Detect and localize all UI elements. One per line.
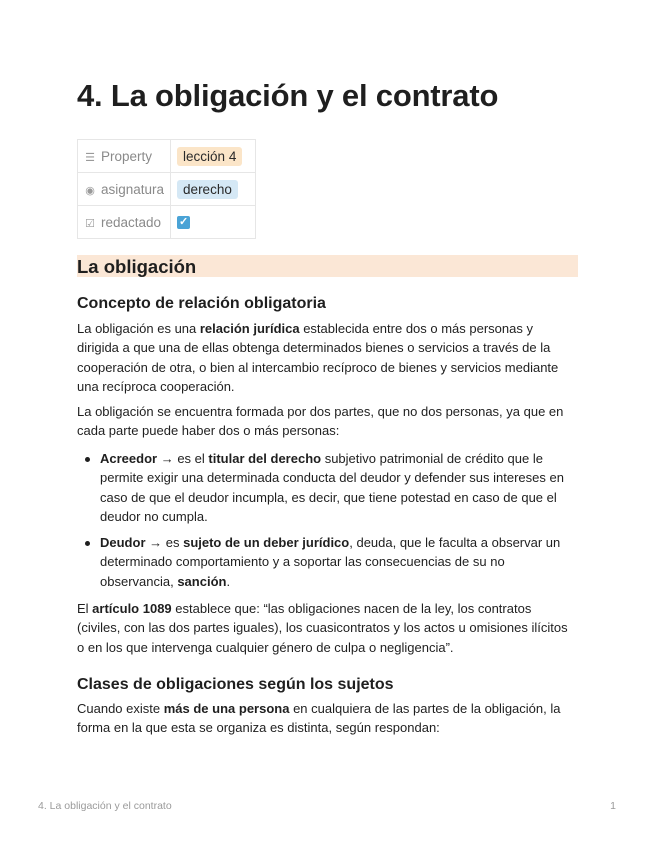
paragraph — [77, 599, 578, 657]
property-row — [78, 206, 256, 239]
bold-text: sanción — [177, 573, 227, 589]
text-run: La obligación es una — [77, 321, 200, 336]
bold-text: más de una persona — [163, 701, 290, 716]
section-heading-band — [77, 255, 578, 277]
properties-table — [77, 139, 256, 239]
paragraph: La obligación se encuentra formada por dos partes, que no dos personas, ya que en cada parte puede haber dos o más personas: — [77, 404, 564, 439]
text-run: El — [77, 601, 93, 616]
property-row — [78, 140, 256, 173]
term: Deudor → — [100, 535, 163, 551]
page-title: 4. La obligación y el contrato — [77, 78, 499, 113]
paragraph — [77, 319, 578, 396]
bullet-dot — [85, 541, 90, 546]
term: Acreedor → — [100, 451, 174, 466]
property-value-cell[interactable] — [171, 206, 256, 239]
subject-tag[interactable]: derecho — [177, 180, 238, 199]
bullet-dot — [85, 457, 90, 462]
bold-text: relación jurídica — [199, 321, 300, 336]
text-run: es el — [173, 451, 209, 466]
property-row — [78, 173, 256, 206]
property-label: Property — [101, 148, 153, 164]
text-run: establecida entre dos o más personas y dirigida a que una de ellas obtenga determinados bienes o servicios a través de la cooperación de otra, o bien al intercambio recíproco de bienes y servicios mediante una recíproca cooperación. — [77, 321, 559, 394]
property-name-cell — [78, 140, 171, 173]
subsection-heading: Concepto de relación obligatoria — [77, 295, 326, 312]
bold-text: sujeto de un deber jurídico — [183, 535, 350, 551]
text-run: es — [162, 535, 184, 551]
section-heading: La obligación — [77, 256, 197, 277]
text-run: Cuando existe — [77, 701, 164, 716]
lesson-tag[interactable]: lección 4 — [177, 147, 242, 166]
paragraph — [77, 699, 578, 738]
text-run: subjetivo patrimonial de crédito que le permite exigir una determinada conducta del deudor y defender sus intereses en caso de que el deudor incumpla, es decir, que tiene potestad en caso de que el deudor no cumpla. — [100, 451, 564, 524]
bold-text: artículo 1089 — [92, 601, 172, 616]
property-label: asignatura — [101, 181, 165, 197]
text-run: . — [226, 573, 231, 589]
property-name-cell — [78, 173, 171, 206]
property-name-cell — [78, 206, 171, 239]
property-label: redactado — [101, 214, 162, 230]
written-checkbox[interactable]: ✓ — [178, 216, 189, 229]
list-item — [77, 533, 578, 591]
checkbox-icon: ☑ — [85, 217, 95, 230]
bullet-list — [77, 449, 578, 598]
subsection-heading: Clases de obligaciones según los sujetos — [77, 676, 394, 693]
bold-text: titular del derecho — [208, 451, 322, 466]
text-run: , deuda, que le faculta a observar un determinado comportamiento y a soportar las consecuencias de su no observancia, — [100, 535, 561, 589]
page-number: 1 — [610, 800, 616, 812]
text-run: en cualquiera de las partes de la obligación, la forma en la que esta se organiza es distinta, según respondan: — [77, 701, 561, 736]
select-icon: ◉ — [85, 184, 95, 197]
property-value-cell[interactable] — [171, 173, 256, 206]
footer-title: 4. La obligación y el contrato — [38, 800, 172, 812]
property-value-cell[interactable] — [171, 140, 256, 173]
list-item — [77, 449, 578, 526]
list-icon: ☰ — [85, 151, 95, 164]
text-run: establece que: “las obligaciones nacen de la ley, los contratos (civiles, con las dos partes iguales), los cuasicontratos y los actos u omisiones ilícitos o en los que intervenga cualquier género de culpa o negligencia”. — [77, 601, 568, 655]
